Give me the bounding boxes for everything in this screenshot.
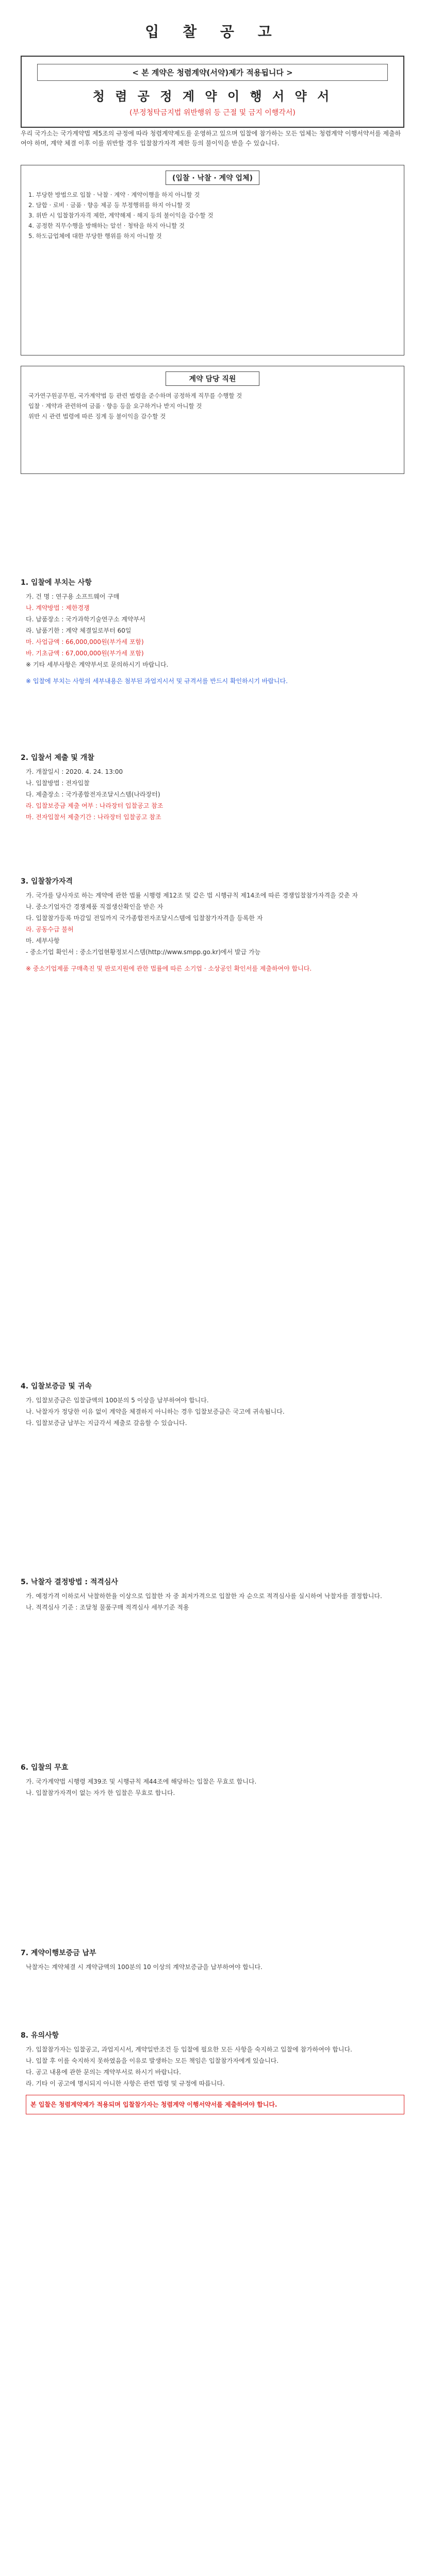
section-heading: 5. 낙찰자 결정방법 : 적격심사 <box>21 1578 118 1586</box>
page-title: 입 찰 공 고 <box>145 23 281 40</box>
section-heading: 7. 계약이행보증금 납부 <box>21 1949 96 1957</box>
list-item: 다. 제출장소 : 국가종합전자조달시스템(나라장터) <box>26 791 160 798</box>
list-item: 5. 하도급업체에 대한 부당한 행위를 하지 아니할 것 <box>28 232 162 240</box>
list-item: 나. 입찰참가자격이 없는 자가 한 입찰은 무효로 합니다. <box>26 1789 175 1797</box>
list-item: 가. 예정가격 이하로서 낙찰하한율 이상으로 입찰한 자 중 최저가격으로 입찰한 자 순으로 적격심사를 실시하여 낙찰자를 결정합니다. <box>26 1592 382 1600</box>
list-item: 라. 기타 이 공고에 명시되지 아니한 사항은 관련 법령 및 규정에 따릅니다. <box>26 2080 225 2087</box>
list-item: 국가연구원공무원, 국가계약법 등 관련 법령을 준수하며 공정하게 직무를 수행할 것 <box>28 392 242 399</box>
list-item: 가. 국가계약법 시행령 제39조 및 시행규칙 제44조에 해당하는 입찰은 무효로 합니다. <box>26 1778 257 1785</box>
section-3 <box>21 876 404 975</box>
list-item: 가. 입찰보증금은 입찰금액의 100분의 5 이상을 납부하여야 합니다. <box>26 1397 209 1404</box>
list-item: 다. 납품장소 : 국가과학기술연구소 계약부서 <box>26 616 145 623</box>
list-item: 나. 입찰방법 : 전자입찰 <box>26 779 90 787</box>
intro-paragraph: 우리 국가소는 국가계약법 제5조의 규정에 따라 청렴계약제도를 운영하고 있으며 입찰에 참가하는 모든 업체는 청렴계약 이행서약서를 제출하여야 하며, 계약 체결 이후 이를 위반할 경우 입찰참가자격 제한 등의 불이익을 받을 수 있습니다. <box>21 130 401 147</box>
bidder-pledge-box <box>21 165 404 355</box>
list-item: 가. 건 명 : 연구용 소프트웨어 구매 <box>26 593 120 600</box>
list-item: 마. 전자입찰서 제출기간 : 나라장터 입찰공고 참조 <box>26 814 161 821</box>
list-item: 라. 납품기한 : 계약 체결일로부터 60일 <box>26 627 132 634</box>
list-item: 다. 입찰참가등록 마감일 전일까지 국가종합전자조달시스템에 입찰참가자격을 등록한 자 <box>26 914 263 922</box>
detail: - 중소기업 확인서 : 중소기업현황정보시스템(http://www.smpp.go.kr)에서 발급 가능 <box>26 948 261 956</box>
list-item: 가. 국가를 당사자로 하는 계약에 관한 법률 시행령 제12조 및 같은 법 시행규칙 제14조에 따른 경쟁입찰참가자격을 갖춘 자 <box>26 892 358 899</box>
pledge-title: 청 렴 공 정 계 약 이 행 서 약 서 <box>92 89 333 104</box>
list-item: 나. 계약방법 : 제한경쟁 <box>26 604 90 612</box>
list-item: 마. 사업금액 : 66,000,000원(부가세 포함) <box>26 638 144 646</box>
red-notice-box: 본 입찰은 청렴계약제가 적용되며 입찰참가자는 청렴계약 이행서약서를 제출하여야 합니다. <box>26 2095 404 2114</box>
section-heading: 2. 입찰서 제출 및 개찰 <box>21 754 94 762</box>
list-item: 4. 공정한 직무수행을 방해하는 알선 · 청탁을 하지 아니할 것 <box>28 222 185 229</box>
staff-pledge-heading: 계약 담당 직원 <box>166 371 259 386</box>
section-2 <box>21 752 404 823</box>
pledge-subtitle: (부정청탁금지법 위반행위 등 근절 및 금지 이행각서) <box>129 109 296 117</box>
list-item: 위반 시 관련 법령에 따른 징계 등 불이익을 감수할 것 <box>28 413 166 420</box>
staff-pledge-box <box>21 366 404 474</box>
section-7 <box>21 1947 404 1973</box>
note: ※ 입찰에 부치는 사항의 세부내용은 첨부된 과업지시서 및 규격서를 반드시 확인하시기 바랍니다. <box>26 677 288 685</box>
section-heading: 1. 입찰에 부치는 사항 <box>21 579 92 587</box>
section-heading: 8. 유의사항 <box>21 2031 59 2040</box>
list-item: 가. 입찰참가자는 입찰공고, 과업지시서, 계약일반조건 등 입찰에 필요한 모든 사항을 숙지하고 입찰에 참가하여야 합니다. <box>26 2046 352 2053</box>
section-6 <box>21 1762 404 1799</box>
list-item: 나. 중소기업자간 경쟁제품 직접생산확인을 받은 자 <box>26 903 163 910</box>
section-heading: 3. 입찰참가자격 <box>21 877 73 886</box>
list-item: 1. 부당한 방법으로 입찰 · 낙찰 · 계약 · 계약이행을 하지 아니할 것 <box>28 191 200 198</box>
list-item: 2. 담합 · 로비 · 금품 · 향응 제공 등 부정행위를 하지 아니할 것 <box>28 201 190 209</box>
section-heading: 6. 입찰의 무효 <box>21 1764 69 1772</box>
list-item: 나. 낙찰자가 정당한 이유 없이 계약을 체결하지 아니하는 경우 입찰보증금은 국고에 귀속됩니다. <box>26 1408 285 1415</box>
pledge-box <box>21 56 404 128</box>
list-item: 나. 입찰 후 이를 숙지하지 못하였음을 이유로 발생하는 모든 책임은 입찰참가자에게 있습니다. <box>26 2057 279 2064</box>
section-8 <box>21 2030 404 2115</box>
notice-banner: < 본 계약은 청렴계약(서약)제가 적용됩니다 > <box>37 64 388 81</box>
section-5 <box>21 1577 404 1614</box>
red-note: ※ 중소기업제품 구매촉진 및 판로지원에 관한 법률에 따른 소기업 · 소상공인 확인서를 제출하여야 합니다. <box>26 965 312 972</box>
section-4 <box>21 1381 404 1429</box>
section-1 <box>21 577 404 687</box>
bidder-pledge-body <box>21 185 404 246</box>
list-item: 바. 기초금액 : 67,000,000원(부가세 포함) <box>26 650 144 657</box>
list-item: 나. 적격심사 기준 : 조달청 물품구매 적격심사 세부기준 적용 <box>26 1604 189 1611</box>
list-item: 마. 세부사항 <box>26 937 60 944</box>
list-item: 다. 공고 내용에 관한 문의는 계약부서로 하시기 바랍니다. <box>26 2069 181 2076</box>
section-heading: 4. 입찰보증금 및 귀속 <box>21 1382 92 1391</box>
list-item: 입찰 · 계약과 관련하여 금품 · 향응 등을 요구하거나 받지 아니할 것 <box>28 402 202 410</box>
list-item: ※ 기타 세부사항은 계약부서로 문의하시기 바랍니다. <box>26 661 169 668</box>
list-item: 가. 개찰일시 : 2020. 4. 24. 13:00 <box>26 768 123 775</box>
list-item: 다. 입찰보증금 납부는 지급각서 제출로 갈음할 수 있습니다. <box>26 1419 187 1427</box>
list-item: 낙찰자는 계약체결 시 계약금액의 100분의 10 이상의 계약보증금을 납부하여야 합니다. <box>26 1963 263 1971</box>
list-item: 라. 입찰보증금 제출 여부 : 나라장터 입찰공고 참조 <box>26 802 163 809</box>
list-item: 라. 공동수급 불허 <box>26 926 74 933</box>
staff-pledge-body <box>21 386 404 426</box>
bidder-pledge-heading: (입찰 · 낙찰 · 계약 업체) <box>166 171 259 185</box>
list-item: 3. 위반 시 입찰참가자격 제한, 계약해제 · 해지 등의 불이익을 감수할 것 <box>28 212 214 219</box>
